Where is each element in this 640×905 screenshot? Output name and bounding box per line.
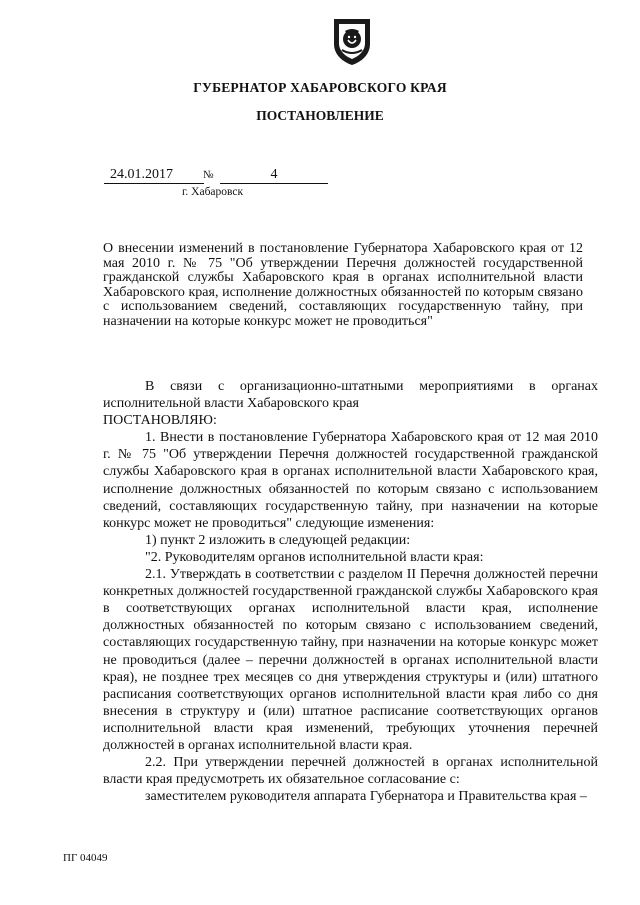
document-body — [103, 378, 598, 805]
decree-word: ПОСТАНОВЛЯЮ: — [103, 413, 217, 429]
city: г. Хабаровск — [182, 186, 244, 198]
paragraph-1: 1. Внести в постановление Губернатора Хабаровского края от 12 мая 2010 г. № 75 "Об утверждении Перечня должностей государственной гражданской службы Хабаровского края в органах исполнительной власти Хабаровского края, исполнение должностных обязанностей по которым связано с использованием сведений, составляющих государственную тайну, при назначении на которые конкурс может не проводиться" следующие изменения: — [103, 430, 598, 531]
paragraph-2: "2. Руководителям органов исполнительной власти края: — [145, 549, 484, 565]
paragraph-2-2: 2.2. При утверждении перечней должностей в органах исполнительной власти края предусмотреть их обязательное согласование с: — [103, 755, 598, 788]
document-type: ПОСТАНОВЛЕНИЕ — [256, 108, 384, 123]
document-number: 4 — [220, 166, 328, 184]
document-subject: О внесении изменений в постановление Губернатора Хабаровского края от 12 мая 2010 г. № 75 "Об утверждении Перечня должностей государственной гражданской службы Хабаровского края в органах исполнительной власти Хабаровского края, исполнение должностных обязанностей по которым связано с использованием сведений, составляющих государственную тайну, при назначении на которые конкурс может не проводиться" — [103, 241, 583, 329]
intro-paragraph: В связи с организационно-штатными мероприятиями в органах исполнительной власти Хабаровского края — [103, 379, 598, 412]
paragraph-deputy: заместителем руководителя аппарата Губернатора и Правительства края – — [145, 789, 587, 805]
footer-code: ПГ 04049 — [63, 852, 108, 864]
paragraph-2-1: 2.1. Утверждать в соответствии с разделом II Перечня должностей перечни конкретных должностей государственной гражданской службы Хабаровского края в соответствующих органах исполнительной власти края, исполнение должностных обязанностей по которым связано с использованием сведений, составляющих государственную тайну, при назначении на которые конкурс может не проводиться (далее – перечни должностей в органах исполнительной власти края), не позднее трех месяцев со дня утверждения структуры и (или) штатного расписания соответствующих органов исполнительной власти края либо со дня внесения в структуру и (или) штатное расписание соответствующих органов исполнительной власти края изменений, требующих уточнения перечней должностей в органах исполнительной власти края. — [103, 567, 598, 753]
number-label: № — [203, 169, 214, 181]
document-date: 24.01.2017 — [104, 166, 204, 184]
authority-title: ГУБЕРНАТОР ХАБАРОВСКОГО КРАЯ — [193, 80, 447, 95]
coat-of-arms-icon — [330, 16, 374, 66]
paragraph-amend: 1) пункт 2 изложить в следующей редакции: — [145, 532, 411, 548]
